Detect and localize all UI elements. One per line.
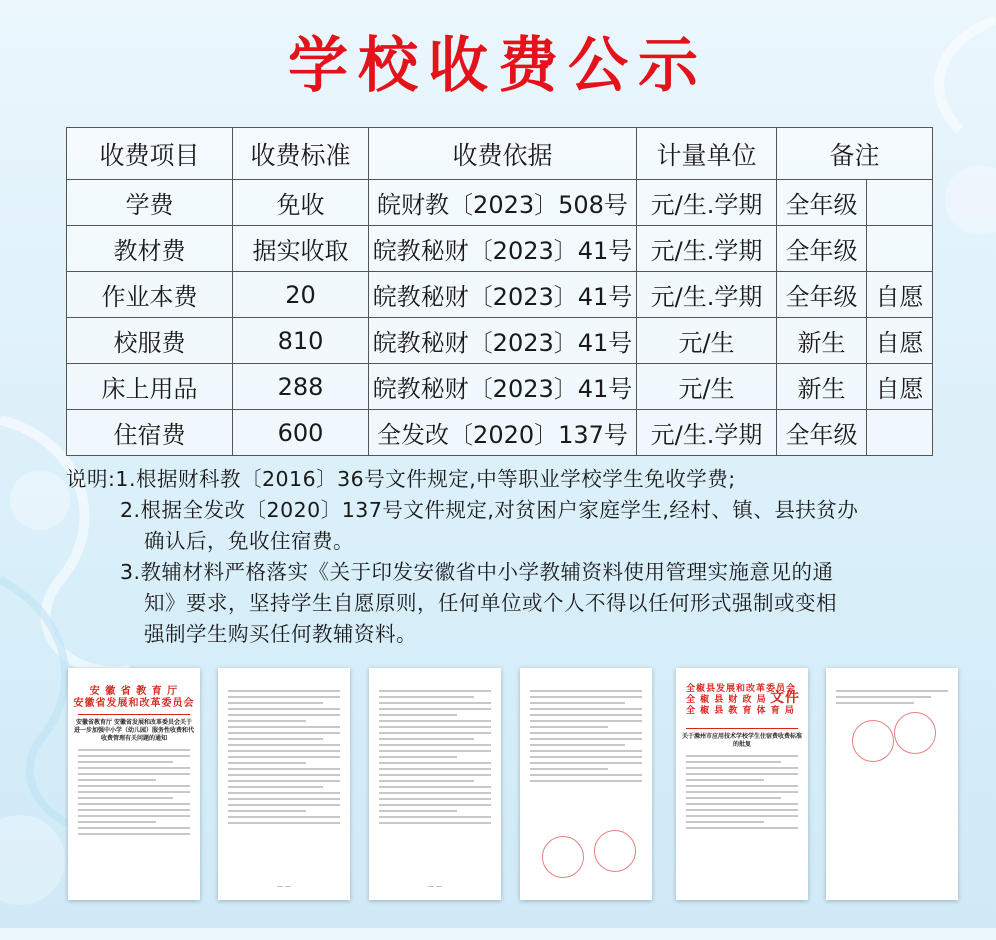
header-note: 备注 [777, 128, 933, 180]
doc-body-text [379, 690, 491, 824]
cell-unit: 元/生.学期 [637, 226, 777, 272]
cell-item: 学费 [67, 180, 233, 226]
doc-subtitle: 关于滁州市应用技术学校学生住宿费收费标准的批复 [682, 733, 803, 748]
cell-unit: 元/生.学期 [637, 410, 777, 456]
doc-header: 全椒县发展和改革委员会 [686, 684, 797, 694]
cell-note-voluntary: 自愿 [867, 364, 933, 410]
header-standard: 收费标准 [233, 128, 369, 180]
doc-subtitle: 安徽省教育厅 安徽省发展和改革委员会关于进一步加强中小学（幼儿园）服务性收费和代收费管理有关问题的通知 [74, 719, 195, 742]
cell-item: 住宿费 [67, 410, 233, 456]
header-unit: 计量单位 [637, 128, 777, 180]
table-row [67, 180, 933, 226]
cell-note-scope: 全年级 [777, 272, 867, 318]
cell-note-voluntary: 自愿 [867, 318, 933, 364]
note-line: 强制学生购买任何教辅资料。 [144, 622, 417, 646]
cell-basis: 皖教秘财〔2023〕41号 [369, 272, 637, 318]
doc-body-text [530, 690, 642, 782]
cell-item: 床上用品 [67, 364, 233, 410]
doc-header-suffix: 文件 [770, 690, 800, 706]
document-page [369, 668, 501, 900]
cell-item: 校服费 [67, 318, 233, 364]
doc-header: 全 椒 县 财 政 局 [686, 695, 767, 705]
table-row [67, 272, 933, 318]
fee-table [66, 127, 933, 456]
cell-note-voluntary [867, 180, 933, 226]
document-thumbnails [0, 668, 996, 908]
document-page [218, 668, 350, 900]
document-page [826, 668, 958, 900]
cell-unit: 元/生.学期 [637, 180, 777, 226]
page-number-mark: — — [428, 883, 442, 890]
cell-standard: 20 [233, 272, 369, 318]
cell-standard: 据实收取 [233, 226, 369, 272]
cell-standard: 288 [233, 364, 369, 410]
document-page [68, 668, 200, 900]
cell-note-scope: 新生 [777, 364, 867, 410]
cell-standard: 810 [233, 318, 369, 364]
doc-header-block [676, 684, 808, 724]
doc-header: 安 徽 省 教 育 厅 [89, 686, 179, 697]
note-line: 2.根据全发改〔2020〕137号文件规定,对贫困户家庭学生,经村、镇、县扶贫办 [120, 498, 859, 522]
cell-note-scope: 全年级 [777, 180, 867, 226]
cell-note-voluntary: 自愿 [867, 272, 933, 318]
cell-note-scope: 全年级 [777, 410, 867, 456]
doc-red-line [78, 714, 190, 715]
cell-unit: 元/生 [637, 364, 777, 410]
page-title: 学校收费公示 [288, 31, 708, 101]
doc-body-text [836, 690, 948, 704]
table-header-row [67, 128, 933, 180]
cell-basis: 皖财教〔2023〕508号 [369, 180, 637, 226]
cell-note-scope: 全年级 [777, 226, 867, 272]
doc-body-text [78, 749, 190, 835]
note-line: 知》要求，坚持学生自愿原则，任何单位或个人不得以任何形式强制或变相 [144, 591, 837, 615]
doc-body-text [686, 755, 798, 829]
cell-basis: 全发改〔2020〕137号 [369, 410, 637, 456]
cell-basis: 皖教秘财〔2023〕41号 [369, 364, 637, 410]
header-basis: 收费依据 [369, 128, 637, 180]
official-seal-icon [852, 720, 894, 762]
page-number-mark: — — [277, 883, 291, 890]
cell-item: 作业本费 [67, 272, 233, 318]
table-row [67, 410, 933, 456]
table-row [67, 364, 933, 410]
cell-unit: 元/生.学期 [637, 272, 777, 318]
cell-item: 教材费 [67, 226, 233, 272]
document-page [676, 668, 808, 900]
doc-header: 安徽省发展和改革委员会 [73, 698, 195, 709]
cell-note-voluntary [867, 226, 933, 272]
cell-basis: 皖教秘财〔2023〕41号 [369, 226, 637, 272]
table-row [67, 226, 933, 272]
official-seal-icon [894, 712, 936, 754]
note-line: 确认后，免收住宿费。 [144, 529, 354, 553]
header-item: 收费项目 [67, 128, 233, 180]
notes-section [66, 464, 966, 650]
doc-red-line [686, 728, 798, 729]
table-row [67, 318, 933, 364]
cell-note-scope: 新生 [777, 318, 867, 364]
cell-unit: 元/生 [637, 318, 777, 364]
document-page [520, 668, 652, 900]
doc-header: 全 椒 县 教 育 体 育 局 [686, 706, 795, 716]
cell-standard: 免收 [233, 180, 369, 226]
cell-standard: 600 [233, 410, 369, 456]
cell-note-voluntary [867, 410, 933, 456]
note-line: 说明:1.根据财科教〔2016〕36号文件规定,中等职业学校学生免收学费; [66, 467, 736, 491]
doc-body-text [228, 690, 340, 824]
cell-basis: 皖教秘财〔2023〕41号 [369, 318, 637, 364]
official-seal-icon [542, 836, 584, 878]
note-line: 3.教辅材料严格落实《关于印发安徽省中小学教辅资料使用管理实施意见的通 [120, 560, 834, 584]
official-seal-icon [594, 830, 636, 872]
